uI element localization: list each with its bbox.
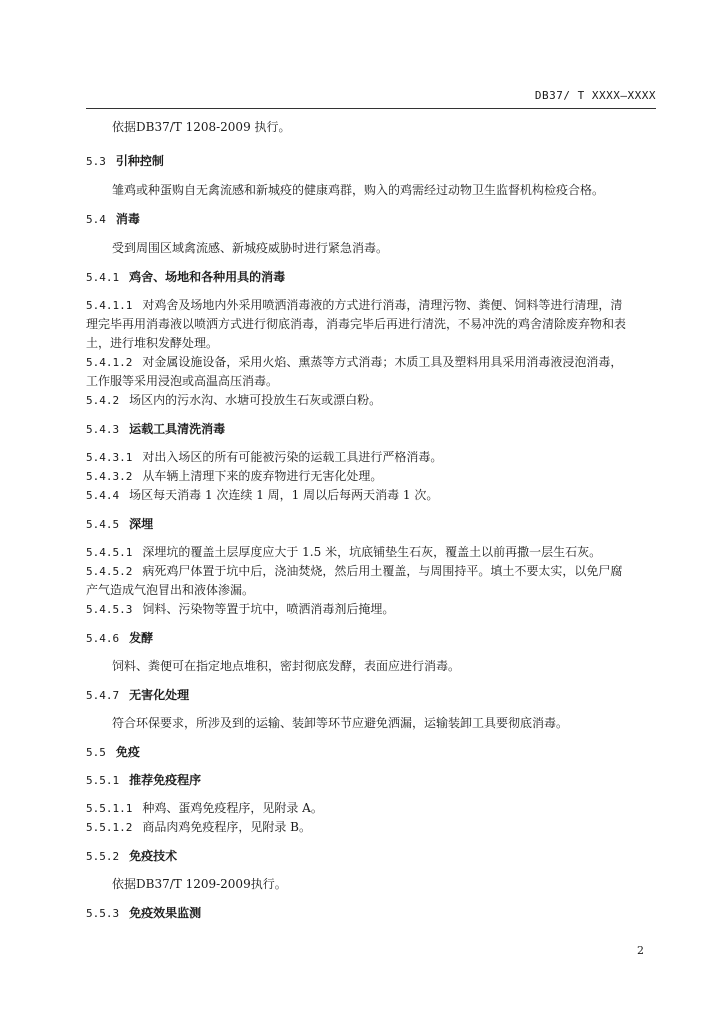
- page-number: 2: [637, 944, 644, 957]
- clause-5-4-4: 5.4.4 场区每天消毒 1 次连续 1 周，1 周以后每两天消毒 1 次。: [86, 488, 439, 502]
- clause-5-4-5-1: 5.4.5.1 深埋坑的覆盖土层厚度应大于 1.5 米，坑底铺垫生石灰，覆盖土以前再撒一层生石灰。: [86, 545, 602, 559]
- clause-5-4-5-3: 5.4.5.3 饲料、污染物等置于坑中，喷洒消毒剂后掩埋。: [86, 602, 395, 616]
- paragraph-line: 产气造成气泡冒出和液体渗漏。: [86, 583, 255, 597]
- section-heading-5-5-1: 5.5.1 推荐免疫程序: [86, 773, 202, 787]
- clause-5-5-1-1: 5.5.1.1 种鸡、蛋鸡免疫程序，见附录 A。: [86, 801, 323, 815]
- clause-5-5-1-2: 5.5.1.2 商品肉鸡免疫程序，见附录 B。: [86, 820, 311, 834]
- section-heading-5-4: 5.4 消毒: [86, 212, 140, 226]
- section-heading-5-5-3: 5.5.3 免疫效果监测: [86, 906, 202, 920]
- clause-5-4-1-2: 5.4.1.2 对金属设施设备，采用火焰、熏蒸等方式消毒；木质工具及塑料用具采用消毒液浸泡消毒，: [86, 355, 623, 369]
- section-heading-5-4-1: 5.4.1 鸡舍、场地和各种用具的消毒: [86, 270, 286, 284]
- clause-5-4-3-1: 5.4.3.1 对出入场区的所有可能被污染的运载工具进行严格消毒。: [86, 450, 443, 464]
- standard-code: DB37/ T XXXX—XXXX: [534, 89, 656, 102]
- header-rule: [86, 108, 656, 109]
- section-heading-5-4-6: 5.4.6 发酵: [86, 631, 154, 645]
- paragraph-line: 依据DB37/T 1209-2009执行。: [112, 877, 287, 891]
- section-heading-5-5: 5.5 免疫: [86, 745, 140, 759]
- section-heading-5-4-5: 5.4.5 深埋: [86, 517, 154, 531]
- section-heading-5-4-3: 5.4.3 运载工具清洗消毒: [86, 422, 226, 436]
- paragraph-line: 土，进行堆积发酵处理。: [86, 336, 219, 350]
- clause-5-4-3-2: 5.4.3.2 从车辆上清理下来的废弃物进行无害化处理。: [86, 469, 383, 483]
- clause-5-4-5-2: 5.4.5.2 病死鸡尸体置于坑中后，浇油焚烧，然后用土覆盖，与周围持平。填土不要太实，以免尸腐: [86, 564, 623, 578]
- paragraph-line: 饲料、粪便可在指定地点堆积，密封彻底发酵，表面应进行消毒。: [112, 659, 461, 673]
- paragraph-line: 理完毕再用消毒液以喷洒方式进行彻底消毒，消毒完毕后再进行清洗，不易冲洗的鸡舍清除废弃物和表: [86, 317, 627, 331]
- paragraph-line: 依据DB37/T 1208-2009 执行。: [112, 120, 291, 134]
- section-heading-5-5-2: 5.5.2 免疫技术: [86, 849, 178, 863]
- section-heading-5-4-7: 5.4.7 无害化处理: [86, 688, 190, 702]
- clause-5-4-2: 5.4.2 场区内的污水沟、水塘可投放生石灰或漂白粉。: [86, 393, 382, 407]
- section-heading-5-3: 5.3 引种控制: [86, 154, 164, 168]
- paragraph-line: 受到周围区域禽流感、新城疫威胁时进行紧急消毒。: [112, 241, 389, 255]
- paragraph-line: 工作服等采用浸泡或高温高压消毒。: [86, 374, 279, 388]
- paragraph-line: 雏鸡或种蛋购自无禽流感和新城疫的健康鸡群，购入的鸡需经过动物卫生监督机构检疫合格。: [112, 183, 605, 197]
- paragraph-line: 符合环保要求，所涉及到的运输、装卸等环节应避免洒漏，运输装卸工具要彻底消毒。: [112, 716, 569, 730]
- clause-5-4-1-1: 5.4.1.1 对鸡舍及场地内外采用喷洒消毒液的方式进行消毒，清理污物、粪便、饲料等进行清理，清: [86, 298, 623, 312]
